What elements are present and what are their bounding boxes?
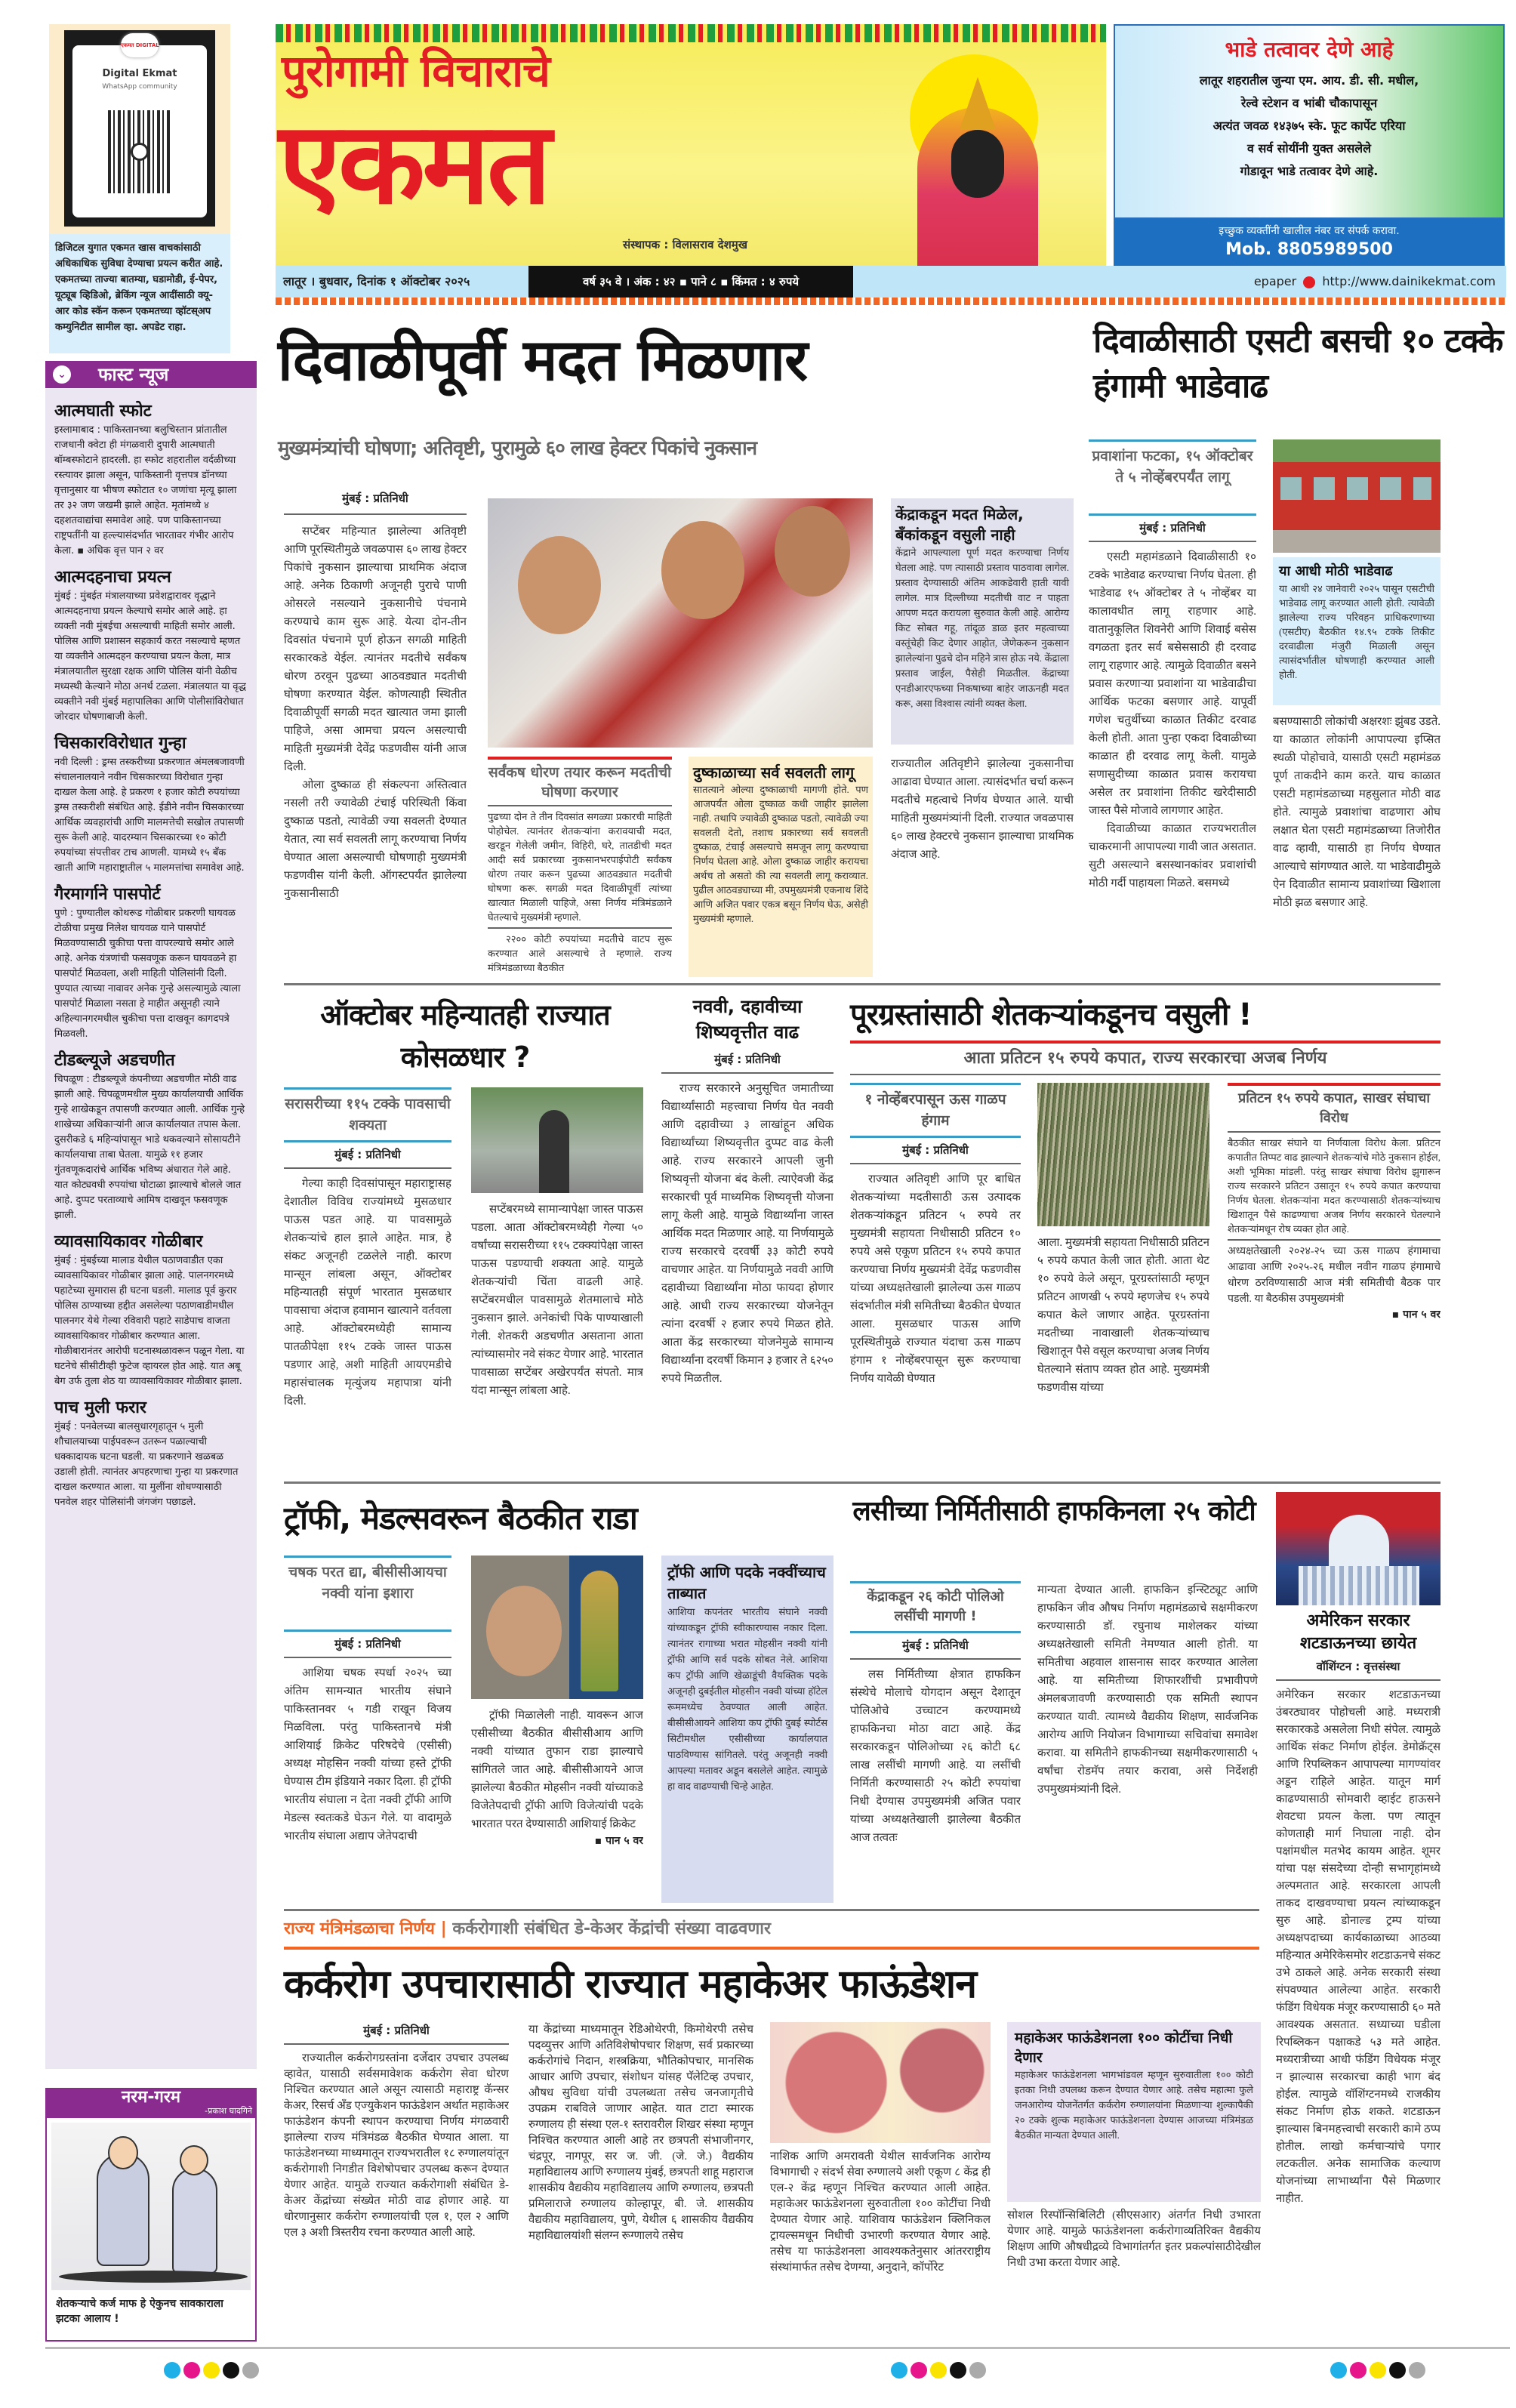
color-dot (969, 2362, 986, 2379)
color-dot (1389, 2362, 1406, 2379)
cartoon-title: नरम-गरम (121, 2088, 181, 2107)
sugarcane-headline: पूरग्रस्तांसाठी शेतकऱ्यांकडूनच वसुली ! (850, 997, 1252, 1032)
sugarcane-sub-rule (850, 1074, 1441, 1075)
drought-box (689, 757, 873, 977)
section-divider-3 (284, 1909, 1259, 1911)
us-headline: अमेरिकन सरकार शटडाऊनच्या छायेत (1299, 1611, 1417, 1653)
ad-line: अत्यंत जवळ १४३७५ स्के. फूट कार्पेट एरिया (1212, 119, 1406, 133)
sugarcane-jump[interactable]: ▪ पान ५ वर (1391, 1309, 1441, 1321)
scholarship-rule (661, 1072, 833, 1074)
st-byline: मुंबई : प्रतिनिधी (1139, 521, 1206, 535)
leaders-photo (488, 498, 873, 748)
box1-text: पुढच्या दोन ते तीन दिवसांत सगळ्या प्रकारची माहिती पोहोचेल. त्यानंतर शेतकऱ्यांना करावयाची मदत, खरडून गेलेली जमीन, विहिरी, घरे, तातडीची मदत आदी सर्व प्रकारच्या नुकसानभरपाईपोटी सर्वंकष धोरण तयार करून पुढच्या आठवड्यात मदतीची घोषणा करू. सगळी मदत दिवाळीपूर्वी त्यांच्या खात्यात मिळाली पाहिजे, असा निर्णय मंत्रिमंडळाने घेतल्याचे मुख्यमंत्री म्हणाले. (488, 811, 672, 923)
color-dot (930, 2362, 947, 2379)
lead-headline: दिवाळीपूर्वी मदत मिळणार (278, 326, 808, 393)
color-dot-group (162, 2362, 260, 2382)
centre-aid-cont-text: राज्यातील अतिवृष्टीने झालेल्या नुकसानीचा आढावा घेण्यात आला. त्यासंदर्भात चर्चा करून मदतीचे महत्वाचे निर्णय घेण्यात आले. याची माहिती मुख्यमंत्र्यांनी दिली. राज्यात जवळपास ६० लाख हेक्टरचे नुकसान झाल्याचा प्राथमिक अंदाज आहे. (891, 758, 1074, 861)
sugarcane-byline: मुंबई : प्रतिनिधी (902, 1143, 969, 1157)
box1-top-rule (488, 757, 672, 760)
trophy-col2-text: ट्रॉफी मिळालेली नाही. यावरून आज एसीसीच्या बैठकीत बीसीसीआय आणि नक्वी यांच्यात तुफान राडा झाल्याचे सांगितले जात आहे. बीसीसीआयने आज झालेल्या बैठकीत मोहसीन नक्वी यांच्याकडे विजेतेपदाची ट्रॉफी आणि विजेत्यांची पदके भारतात परत देण्यासाठी आशियाई क्रिकेट (471, 1710, 643, 1830)
cancer-col1-text: राज्यातील कर्करोगग्रस्तांना दर्जेदार उपचार उपलब्ध व्हावेत, यासाठी सर्वसमावेशक कर्करोग सेवा धोरण निश्चित करण्यात आले असून त्यासाठी महाराष्ट्र कॅन्सर केअर, रिसर्च अँड एज्युकेशन फाऊंडेशन अर्थात महाकेअर फाऊंडेशन कंपनी स्थापन करण्याचा निर्णय मंगळवारी झालेल्या राज्य मंत्रिमंडळ बैठकीत घेण्यात आला. या फाऊंडेशनच्या माध्यमातून राज्यभरातील १८ रुग्णालयांतून कर्करोगाशी निगडीत विशेषोपचार उपलब्ध करून देण्यात येणार आहेत. यामुळे राज्यात कर्करोगाशी संबंधित डे-केअर केंद्रांच्या संख्येत मोठी वाढ होणार आहे. या धोरणानुसार कर्करोग रुग्णालयांची एल १, एल २ आणि एल ३ अशी त्रिस्तरीय रचना करण्यात आली आहे. (284, 2052, 509, 2239)
st-byline-rule (1089, 541, 1256, 542)
whatsapp-icon (131, 143, 149, 161)
st-text2: दिवाळीच्या काळात राज्यभरातील चाकरमानी आपापल्या गावी जात असतात. सुटी असल्याने बसस्थानकांवर प्रवाशांची मोठी गर्दी पाहायला मिळते. बसमध्ये (1089, 823, 1256, 890)
st-prior-text: या आधी २४ जानेवारी २०२५ पासून एसटीची भाडेवाढ लागू करण्यात आली होती. त्यावेळी झालेल्या राज्य परिवहन प्राधिकरणाच्या (एसटीए) बैठकीत १४.९५ टक्के तिकीट दरवाढीला मंजुरी मिळाली असून त्यासंदर्भातील घोषणाही करण्यात आली होती. (1279, 583, 1434, 680)
goddess-image (895, 54, 1061, 266)
color-dot (1330, 2362, 1347, 2379)
issue-info-text: वर्ष ३५ वे । अंक : ४२ ▪ पाने ८ ▪ किंमत : ४ रुपये (582, 275, 800, 288)
sugarcane-col1 (850, 1170, 1021, 1477)
fast-news-text: मुंबई : मुंबईत मंत्रालयाच्या प्रवेशद्वारावर वृद्धाने आत्मदहनाचा प्रयत्न केल्याचे समोर आले आहे. हा व्यक्ती नवी मुंबईचा असल्याची माहिती समोर आली. पोलिस आणि प्रशासन सहकार्य करत नसल्याचे म्हणत या व्यक्तीने आत्मदहन करण्याचा प्रयत्न केला, मात्र मंत्रालयातील सुरक्षा रक्षक आणि पोलिस यांनी वेळीच मध्यस्थी केल्याने मोठा अनर्थ टळला. मंत्रालयात या वृद्ध व्यक्तीने नवी मुंबई महापालिका आणि पोलीसांविरोधात जोरदार घोषणाबाजी केली. (54, 590, 246, 723)
color-dot (1370, 2362, 1386, 2379)
ad-mobile[interactable]: Mob. 8805989500 (1225, 240, 1393, 259)
fast-news-title: चिसकारविरोधात गुन्हा (54, 734, 186, 753)
naqvi-trophy-photo (471, 1555, 643, 1699)
vaccine-headline: लसीच्या निर्मितीसाठी हाफकिनला २५ कोटी (852, 1496, 1256, 1527)
trophy-col2 (471, 1707, 643, 1903)
color-dot (203, 2362, 220, 2379)
kicker-separator: | (440, 1919, 453, 1938)
fast-news-text: चिपळूण : टीडब्ल्यूजे कंपनीच्या अडचणीत मोठी वाढ झाली आहे. चिपळूणमधील मुख्य कार्यालयाची आर्थिक गुन्हे शाखेकडून तपासणी करण्यात आली. आर्थिक गुन्हे शाखेच्या अधिकाऱ्यांनी आज कार्यालयात तपास केला. दुसरीकडे ६ महिन्यांपासून भाडे थकवल्याने सोसायटीने कार्यालयाचा ताबा घेतला. यामुळे ११ हजार गुंतवणूकदारांचे आर्थिक भविष्य अंधारात गेले आहे. यात कोट्यवधी रुपयांचा घोटाळा झाल्याचे बोलले जात आहे. दुप्पट परताव्याचे आमिष दाखवून फसवणूक झाली. (54, 1074, 245, 1221)
qr-title: Digital Ekmat (102, 68, 177, 79)
color-dot (164, 2362, 180, 2379)
trophy-byline-rule (284, 1657, 451, 1658)
ekmat-digital-badge: एकमत DIGITAL (121, 33, 159, 57)
rain-col1 (284, 1175, 451, 1477)
trophy-subheadline: चषक परत द्या, बीसीसीआयचा नक्वी यांना इशारा (288, 1564, 447, 1602)
ad-title: भाडे तत्वावर देणे आहे (1225, 37, 1394, 62)
st-headline: दिवाळीसाठी एसटी बसची १० टक्के हंगामी भाडेवाढ (1093, 322, 1503, 405)
color-dot (891, 2362, 907, 2379)
sugar-box-rule (1228, 1083, 1441, 1086)
st-text3: बसण्यासाठी लोकांची अक्षरशः झुंबड उडते. या काळात लोकांनी आपापल्या इप्सित स्थळी पोहोचावे, यासाठी एसटी महामंडळ पूर्ण ताकदीने काम करते. याच काळात एसटी महामंडळाच्या महसुलात मोठी वाढ होते. त्यामुळे प्रवाशांचा वाढणारा ओघ लक्षात घेता एसटी महामंडळाच्या तिजोरीत वाढ व्हावी, यासाठी हा निर्णय घेण्यात आल्याचे सांगण्यात आले. या भाडेवाढीमुळे ऐन दिवाळीत सामान्य प्रवाशांच्या खिशाला मोठी झळ बसणार आहे. (1273, 716, 1441, 909)
cancer-col2-text: या केंद्रांच्या माध्यमातून रेडिओथेरपी, किमोथेरपी तसेच पदव्युत्तर आणि अतिविशेषोपचार शिक्षण, सर्व प्रकारच्या कर्करोगांचे निदान, शस्त्रक्रिया, भौतिकोपचार, मानसिक आधार आणि उपचार, संशोधन यांसह पॅलेटिव्ह उपचार, औषध सुविधा यांची उपलब्धता तसेच जनजागृतीचे उपक्रम राबविले जाणार आहेत. यात टाटा स्मारक रुग्णालय ही संस्था एल-१ स्तरावरील शिखर संस्था म्हणून निश्चित करण्यात आली आहे तर छत्रपती संभाजीनगर, चंद्रपूर, नागपूर, सर ज. जी. (जे. जे.) वैद्यकीय महाविद्यालय आणि रुग्णालय मुंबई, छत्रपती शाहू महाराज शासकीय वैद्यकीय महाविद्यालय आणि रुग्णालय, छत्रपती प्रमिलाराजे रुग्णालय कोल्हापूर, बी. जे. शासकीय वैद्यकीय महाविद्यालय, पुणे, येथील ६ शासकीय वैद्यकीय महाविद्यालयांशी संलग्न रूग्णालये तसेच (528, 2024, 753, 2242)
newspaper-name: एकमत (279, 98, 549, 230)
epaper-url[interactable]: http://www.dainikekmat.com (1322, 274, 1496, 288)
sugar-box (1228, 1083, 1441, 1477)
color-dot-group (1329, 2362, 1427, 2382)
trophy-box (661, 1555, 833, 1903)
rain-photo (471, 1087, 643, 1193)
us-byline: वॉशिंग्टन : वृत्तसंस्था (1316, 1660, 1400, 1673)
color-dot (1350, 2362, 1367, 2379)
st-prior-title: या आधी मोठी भाडेवाढ (1279, 563, 1393, 579)
color-dot (911, 2362, 927, 2379)
st-col1 (1089, 548, 1256, 976)
sugarcane-side-rule-bottom (850, 1136, 1021, 1138)
fast-news-title: फास्ट न्यूज (98, 364, 169, 385)
sugarcane-photo (1037, 1083, 1209, 1226)
vaccine-byline: मुंबई : प्रतिनिधी (902, 1639, 969, 1652)
chevron-double-down-icon: ⌄ (53, 365, 71, 384)
sugarcane-subheadline: आता प्रतिटन १५ रुपये कपात, राज्य सरकारचा अजब निर्णय (963, 1049, 1327, 1068)
tagline: पुरोगामी विचाराचे (282, 45, 550, 97)
vaccine-col2-text: मान्यता देण्यात आली. हाफकिन इन्स्टिट्यूट आणि हाफकिन जीव औषध निर्माण महामंडळाचे सक्षमीकरण करण्यासाठी डॉ. रघुनाथ माशेलकर यांच्या अध्यक्षतेखाली समिती नेमण्यात आली होती. या समितीचा अहवाल शासनास सादर करण्यात आलेला आहे. या समितीच्या शिफारशींची प्रभावीपणे अंमलबजावणी करण्यासाठी एक समिती स्थापन करण्यात यावी. त्यामध्ये वैद्यकीय शिक्षण, सार्वजनिक आरोग्य आणि नियोजन विभागाच्या सचिवांचा समावेश करावा. या समितीने हाफकीनच्या सक्षमीकरणासाठी ५ वर्षांचा रोडमॅप तयार करावा, असे निर्देशही उपमुख्यमंत्र्यांनी दिले. (1037, 1584, 1258, 1796)
cancer-col3 (770, 2149, 991, 2341)
rain-byline-rule (284, 1167, 451, 1169)
sugar-box-text: बैठकीत साखर संघाने या निर्णयाला विरोध केला. प्रतिटन कपातीत तिप्पट वाढ झाल्याने शेतकऱ्यांचे मोठे नुकसान होईल, अशी भूमिका मांडली. परंतु साखर संघाचा विरोध झुगारून राज्य सरकारने प्रतिटन उसातून १५ रुपये कपात करण्याचा निर्णय घेतला. शेतकऱ्यांना मदत करण्यासाठी शेतकऱ्यांच्याच खिशातून पैसे काढण्याचा अजब निर्णय सरकारने घेतल्याने शेतकऱ्यांमधून रोष व्यक्त होत आहे. (1228, 1137, 1441, 1235)
fast-news-text: मुंबई : मुंबईच्या मालाड येथील पठाणवाडीत एका व्यावसायिकावर गोळीबार झाला आहे. पालनगरमध्ये पहाटेच्या सुमारास ही घटना घडली. मालाड पूर्व कुरार पोलिस ठाण्याच्या हद्दीत असलेल्या पठाणवाडीमधील पालनगर येथे गेल्या रविवारी पहाटे साडेपाच वाजता व्यावसायिकावर गोळीबार करण्यात आला. गोळीबारानंतर आरोपी घटनास्थळावरून पळून गेला. या घटनेचे सीसीटीव्ही फुटेज व्हायरल होत आहे. यात अबू बेग उर्फ तुला शेठ या व्यावसायिकावर गोळीबार झाला. (54, 1255, 245, 1387)
st-rule-top (1089, 439, 1256, 442)
drought-text: सातत्याने ओल्या दुष्काळाची मागणी होते. पण आजपर्यंत ओला दुष्काळ कधी जाहीर झालेला नाही. तथापि ज्यावेळी दुष्काळ पडतो, त्यावेळी ज्या सवलती देतो, तशाच प्रकारच्या सर्व सवलती दुष्काळ, टंचाई असल्याचे समजून लागू करण्याचा निर्णय घेतला आहे. ओला दुष्काळ जाहीर करायचा अर्थच तो असतो की त्या सवलती लागू कराव्यात. पुढील आठवड्याच्या मी, उपमुख्यमंत्री एकनाथ शिंदे आणि अजित पवार एकत्र बसून निर्णय घेऊ, असेही मुख्यमंत्री म्हणाले. (693, 784, 868, 924)
cancer-kicker-rule (284, 1947, 1259, 1950)
lead-col1 (284, 523, 467, 976)
fast-news-text: मुंबई : पनवेलच्या बालसुधारगृहातून ५ मुली शौचालयाच्या पाईपवरून उतरून पळाल्याची धक्कादायक घटना घडली. या प्रकरणाने खळबळ उडाली होती. त्यानंतर अपहरणाचा गुन्हा या प्रकरणात दाखल करण्यात आला. या मुलींना शोधण्यासाठी पनवेल शहर पोलिसांनी जंगजंग पछाडले. (54, 1421, 239, 1508)
fast-news-text: पुणे : पुण्यातील कोथरूड गोळीबार प्रकरणी घायवळ टोळीचा प्रमुख निलेश घायवळ याने पासपोर्ट मिळवण्यासाठी चुकीचा पत्ता वापरल्याचे समोर आले आहे. अनेक यंत्रणांची फसवणूक करून घायवळने हा पासपोर्ट मिळवला, अशी माहिती पोलिसांनी दिली. पुण्यात त्याच्या नावावर अनेक गुन्हे असल्यामुळे त्याला पासपोर्ट मिळाला नसता हे माहीत असूनही त्याने अहिल्यानगरमधील चुकीचा पत्ता दाखवून कागदपत्रे मिळवली. (54, 908, 241, 1040)
rain-col2 (471, 1201, 643, 1477)
vaccine-subheadline: केंद्राकडून २६ कोटी पोलिओ लसींची मागणी ! (867, 1589, 1004, 1624)
box1-cont-text: २२०० कोटी रुपयांच्या मदतीचे वाटप सुरू करण्यात आले असल्याचे ते म्हणाले. राज्य मंत्रिमंडळाच्या बैठकीत (488, 933, 672, 973)
lead-byline: मुंबई : प्रतिनिधी (342, 492, 408, 505)
cancer-kicker-label: राज्य मंत्रिमंडळाचा निर्णय (284, 1919, 435, 1938)
epaper-label: epaper (1253, 274, 1297, 288)
sugarcane-col2-text: आला. मुख्यमंत्री सहायता निधीसाठी प्रतिटन ५ रुपये कपात केली जात होती. आता थेट १० रुपये केले असून, पूरग्रस्तांसाठी म्हणून प्रतिटन आणखी ५ रुपये म्हणजेच १५ रुपये कपात केले जाणार आहेत. पूरग्रस्तांना मदतीच्या नावाखाली शेतकऱ्यांच्याच खिशातून पैसे वसूल करण्याचा अजब निर्णय घेतल्याने संताप व्यक्त होत आहे. मुख्यमंत्री फडणवीस यांच्या (1037, 1237, 1209, 1394)
sugarcane-col2 (1037, 1234, 1209, 1477)
box1-rule (488, 805, 672, 806)
masthead-border (276, 298, 1506, 305)
section-divider-1 (284, 983, 1441, 985)
color-dot (242, 2362, 259, 2379)
rental-ad (1114, 24, 1505, 219)
color-dot (183, 2362, 200, 2379)
cancer-kicker-sub: कर्करोगाशी संबंधित डे-केअर केंद्रांची संख्या वाढवणार (452, 1919, 771, 1938)
st-text: एसटी महामंडळाने दिवाळीसाठी १० टक्के भाडेवाढ करण्याचा निर्णय घेतला. ही भाडेवाढ १५ ऑक्टोबर ते ५ नोव्हेंबर या कालावधीत लागू राहणार आहे. वातानुकूलित शिवनेरी आणि शिवाई बसेस वगळता इतर सर्व बसेससाठी ही दरवाढ लागू राहणार आहे. त्यामुळे दिवाळीत बसने प्रवास करणाऱ्या प्रवाशांना या भाडेवाढीचा आर्थिक फटका बसणार आहे. यापूर्वी गणेश चतुर्थीच्या काळात तिकीट दरवाढ केली होती. आता पुन्हा एकदा दिवाळीच्या काळात ही दरवाढ लागू केली. यामुळे सणासुदीच्या काळात प्रवास करायचा असेल तर प्रवाशांना तिकीट खरेदीसाठी जास्त पैसे मोजावे लागणार आहेत. (1089, 551, 1256, 817)
rain-byline: मुंबई : प्रतिनिधी (334, 1148, 401, 1161)
cancer-col3-text: नाशिक आणि अमरावती येथील सार्वजनिक आरोग्य विभागाची २ संदर्भ सेवा रुग्णालये अशी एकूण ८ केंद्र ही एल-२ केंद्र म्हणून निश्चित करण्यात आली आहेत. महाकेअर फाऊंडेशनला सुरुवातीला १०० कोटींचा निधी देण्यात येणार आहे. याशिवाय फाऊंडेशन क्लिनिकल ट्रायल्समधून निधीची उभारणी करण्यात येणार आहे. तसेच या फाऊंडेशनला आवश्यकतेनुसार आंतरराष्ट्रीय संस्थांमार्फत तसेच देणग्या, अनुदाने, कॉर्पोरेट (770, 2151, 991, 2274)
centre-aid-title: केंद्राकडून मदत मिळेल, बँकांकडून वसुली नाही (895, 505, 1024, 544)
ad-contact-line: इच्छुक व्यक्तींनी खालील नंबर वर संपर्क करावा. (1219, 225, 1400, 237)
fast-news-title: व्यावसायिकावर गोळीबार (54, 1232, 203, 1251)
fast-news-text: इस्लामाबाद : पाकिस्तानच्या बलुचिस्तान प्रांतातील राजधानी क्वेटा ही मंगळवारी दुपारी आत्मघाती बॉम्बस्फोटाने हादरली. हा स्फोट शहरातील वर्दळीच्या रस्त्यावर झाला असून, पाकिस्तानी वृत्तपत्र डॉनच्या वृत्तानुसार या भीषण स्फोटात १० जणांचा मृत्यू झाला तर ३२ जण जखमी झाले आहेत. मृतांमध्ये ४ दहशतवाद्यांचा समावेश आहे. पण पाकिस्तानच्या राष्ट्रपतींनी या हल्ल्यासंदर्भात भारतावर गंभीर आरोप केला. ▪ अधिक वृत्त पान २ वर (54, 424, 237, 557)
vaccine-col2 (1037, 1581, 1258, 1903)
fast-news-title: आत्मदहनाचा प्रयत्न (54, 568, 171, 587)
color-dot (1409, 2362, 1425, 2379)
section-divider-2 (284, 1481, 1441, 1484)
cancer-byline-rule (284, 2043, 509, 2045)
centre-aid-cont (891, 755, 1074, 977)
footer-rule (45, 2347, 1510, 2349)
qr-subtitle: WhatsApp community (102, 83, 177, 91)
sugar-box-end-rule (1228, 1239, 1441, 1241)
sugarcane-side-head: १ नोव्हेंबरपासून ऊस गाळप हंगाम (864, 1091, 1006, 1129)
cancer-col4-text: सोशल रिस्पॉन्सिबिलिटी (सीएसआर) अंतर्गत निधी उभारता येणार आहे. यामुळे फाऊंडेशनला कर्करोगाव्यतिरिक्त वैद्यकीय शिक्षण आणि औषधीद्रव्ये विभागांतर्गत इतर प्रकल्पांसाठीदेखील निधी उभा करता येणार आहे. (1007, 2209, 1261, 2269)
ad-line: लातूर शहरातील जुन्या एम. आय. डी. सी. मधील, (1199, 73, 1419, 88)
digital-promo-text: डिजिटल युगात एकमत खास वाचकांसाठी अधिकाधिक सुविधा देण्याचा प्रयत्न करीत आहे. एकमतच्या ताज्या बातम्या, घडामोडी, ई-पेपर, यूट्यूब व्हिडिओ, ब्रेकिंग न्यूज आदींसाठी क्यू-आर कोड स्कॅन करून एकमतच्या व्हॉटस्‌अप कम्युनिटीत सामील व्हा. अपडेट राहा. (55, 242, 223, 333)
vaccine-rule-top (850, 1581, 1021, 1583)
ad-line: व सर्व सोयींनी युक्त असलेले (1246, 141, 1371, 156)
rain-subheadline: सरासरीच्या ११५ टक्के पावसाची शक्यता (285, 1096, 451, 1133)
box1-end-rule (488, 927, 672, 929)
st-prior-box (1273, 557, 1441, 705)
sugar-box-title: प्रतिटन १५ रुपये कपात, साखर संघाचा विरोध (1238, 1090, 1430, 1126)
us-byline-rule (1276, 1679, 1441, 1681)
cancer-byline: मुंबई : प्रतिनिधी (363, 2024, 430, 2037)
cancer-col4 (1007, 2208, 1261, 2341)
ad-lines (1115, 69, 1503, 183)
ad-contact-band (1114, 219, 1505, 266)
capitol-photo (1276, 1492, 1441, 1605)
epaper-icon (1303, 276, 1315, 288)
dateline: लातूर । बुधवार, दिनांक १ ऑक्टोबर २०२५ (283, 274, 470, 288)
qr-card-inner (72, 42, 207, 217)
rain-rule-top (284, 1087, 451, 1090)
scholarship-text: राज्य सरकारने अनुसूचित जमातीच्या विद्यार्थ्यांसाठी महत्त्वाचा निर्णय घेत नववी आणि दहावीच्या ३ लाखांहून अधिक विद्यार्थ्यांच्या शिष्यवृत्तीत दुप्पट वाढ केली आहे. राज्य सरकारने आपली जुनी शिष्यवृत्ती योजना बंद केली. त्याऐवजी केंद्र सरकारची पूर्व माध्यमिक शिष्यवृत्ती योजना लागू केली आहे. यामुळे विद्यार्थ्यांना जास्त आर्थिक मदत मिळणार आहे. या निर्णयामुळे राज्य सरकारचे दरवर्षी ३३ कोटी रुपये वाचणार आहेत. या निर्णयामुळे नववी आणि दहावीच्या विद्यार्थ्यांना मोठा फायदा होणार आहे. आधी राज्य सरकारच्या योजनेतून त्यांना दरवर्षी २ हजार रुपये मिळत होते. आता केंद्र सरकारच्या योजनेमुळे सामान्य विद्यार्थ्यांना दरवर्षी किमान ३ हजार ते ६२५० रुपये मिळतील. (661, 1083, 833, 1385)
us-text: अमेरिकन सरकार शटडाऊनच्या उंबरठ्यावर पोहोचली आहे. मध्यरात्री सरकारकडे असलेला निधी संपेल. त्यामुळे आर्थिक संकट निर्माण होईल. डेमोक्रॅट्स आणि रिपब्लिकन आपापल्या मागण्यांवर अडून राहिले आहेत. यातून मार्ग काढण्यासाठी सोमवारी व्हाईट हाऊसने शेवटचा प्रयत्न केला. पण त्यातून कोणताही मार्ग निघाला नाही. दोन पक्षांमधील मतभेद कायम आहेत. शूमर यांचा पक्ष संसदेच्या दोन्ही सभागृहांमध्ये अल्पमतात आहे. सरकारला आपली ताकद दाखवण्याचा प्रयत्न त्यांच्याकडून सुरु आहे. डोनाल्ड ट्रम्प यांच्या अध्यक्षपदाच्या कार्यकाळाच्या आठव्या महिन्यात अमेरिकेसमोर शटडाऊनचे संकट उभे ठाकले आहे. अनेक सरकारी संस्था संपवण्यात आलेल्या आहेत. सरकारी फंडिंग विधेयक मंजूर करण्यासाठी ६० मते आवश्यक असतात. सध्याच्या घडीला रिपब्लिकन पक्षाकडे ५३ मते आहेत. मध्यरात्रीच्या आधी फंडिंग विधेयक मंजूर न झाल्यास सरकारचा काही भाग बंद होईल. त्यामुळे वॉशिंग्टनमध्ये राजकीय संकट निर्माण होऊ शकते. शटडाऊन झाल्यास बिनमहत्त्वाची सरकारी कामे ठप्प होतील. लाखो कर्मचाऱ्यांचे पगार लटकतील. अनेक सामाजिक कल्याण योजनांच्या लाभार्थ्यांना पैसे मिळणार नाहीत. (1276, 1689, 1441, 2205)
cancer-headline: कर्करोग उपचारासाठी राज्यात महाकेअर फाऊंडेशन (284, 1962, 977, 2007)
st-buses-photo (1273, 439, 1441, 553)
st-col2 (1273, 713, 1441, 976)
lead-byline-rule (284, 513, 467, 515)
us-col (1276, 1687, 1441, 2341)
cartoon-image (51, 2123, 251, 2290)
fast-news-text: नवी दिल्ली : ड्रग्स तस्करीच्या प्रकरणात अंमलबजावणी संचालनालयाने नवीन चिसकारच्या विरोधात गुन्हा दाखल केला आहे. हे प्रकरण १ हजार कोटी रुपयांच्या ड्रग्स तस्करीशी संबंधित आहे. ईडीने नवीन चिसकारच्या आर्थिक व्यवहारांची आणि मालमत्तेची सखोल तपासणी सुरू केली आहे. यादरम्यान चिसकारच्या १० कोटी रुपयांच्या संपत्तीवर टाच आणली. यामध्ये १५ बँक खाती आणि महाराष्ट्रातील ५ मालमत्तांचा समावेश आहे. (54, 757, 245, 874)
scholarship-headline: नववी, दहावीच्या शिष्यवृत्तीत वाढ (692, 996, 803, 1043)
cancer-cell-photo (770, 2022, 991, 2143)
cancer-kicker (284, 1916, 1259, 1942)
garland-decoration (276, 24, 1106, 42)
centre-aid-box (891, 498, 1074, 745)
color-dot (950, 2362, 966, 2379)
vaccine-col1-text: लस निर्मितीच्या क्षेत्रात हाफकिन संस्थेचे मोलाचे योगदान असून देशातून पोलिओचे उच्चाटन करण्यामध्ये हाफकिनचा मोठा वाटा आहे. केंद्र सरकारकडून पोलिओच्या २६ कोटी ६८ लाख लसींची मागणी आहे. या लसींची निर्मिती करण्यासाठी २५ कोटी रुपयांचा निधी देण्यास उपमुख्यमंत्री अजित पवार यांच्या अध्यक्षतेखाली झालेल्या बैठकीत आज तत्वतः (850, 1669, 1021, 1844)
trophy-jump[interactable]: ▪ पान ५ वर (594, 1835, 643, 1847)
vaccine-rule-bottom (850, 1631, 1021, 1633)
sugarcane-byline-rule (850, 1163, 1021, 1164)
cancer-col2 (528, 2022, 753, 2341)
color-dot (223, 2362, 239, 2379)
founder-line: संस्थापक : विलासराव देशमुख (623, 238, 748, 251)
scholarship-col (661, 1080, 833, 1477)
epaper-link[interactable] (1254, 273, 1496, 290)
mahacare-box-text: महाकेअर फाऊंडेशनला भागभांडवल म्हणून सुरुवातीला १०० कोटी इतका निधी उपलब्ध करून देण्यात येणार आहे. तसेच महात्मा फुले जनआरोग्य योजनेंतर्गत कर्करोग रुग्णालयांना मिळणाऱ्या शुल्कापैकी २० टक्के शुल्क महाकेअर फाऊंडेशनला देण्यास आजच्या मंत्रिमंडळ बैठकीत मान्यता देण्यात आली. (1015, 2069, 1253, 2141)
trophy-headline: ट्रॉफी, मेडल्सवरून बैठकीत राडा (284, 1500, 637, 1537)
ad-line: गोडावून भाडे तत्वावर देणे आहे. (1240, 164, 1379, 178)
vaccine-byline-rule (850, 1658, 1021, 1660)
fast-news-header (45, 361, 257, 388)
rain-headline: ऑक्टोबर महिन्यातही राज्यात कोसळधार ? (320, 998, 610, 1074)
drought-title: दुष्काळाच्या सर्व सवलती लागू (693, 763, 855, 782)
cartoon-artist: -प्रकाश घादगिने (205, 2106, 252, 2116)
date-band (276, 266, 1506, 298)
mahacare-box-title: महाकेअर फाऊंडेशनला १०० कोटींचा निधी देणार (1015, 2030, 1233, 2066)
trophy-rule-top (284, 1555, 451, 1558)
rain-col1-text: गेल्या काही दिवसांपासून महाराष्ट्रासह देशातील विविध राज्यांमध्ये मुसळधार पाऊस पडत आहे. या पावसामुळे शेतकऱ्यांचे हाल झाले आहेत. मात्र, हे संकट अजूनही टळलेले नाही. कारण मान्सून लांबला असून, ऑक्टोबर महिन्यातही संपूर्ण भारतात मुसळधार पावसाचा अंदाज हवामान खात्याने वर्तवला आहे. ऑक्टोबरमध्येही सामान्य पातळीपेक्षा ११५ टक्के जास्त पाऊस पडणार आहे, अशी माहिती आयएमडीचे महासंचालक मृत्युंजय महापात्रा यांनी दिली. (284, 1178, 451, 1407)
digital-promo (49, 234, 230, 353)
trophy-box-title: ट्रॉफी आणि पदके नक्वींच्याच ताब्यात (667, 1563, 826, 1602)
trophy-col1 (284, 1664, 451, 1903)
fast-news-title: आत्मघाती स्फोट (54, 402, 152, 421)
trophy-col1-text: आशिया चषक स्पर्धा २०२५ च्या अंतिम सामन्यात भारतीय संघाने पाकिस्तानवर ५ गडी राखून विजय मिळविला. परंतु पाकिस्तानचे मंत्री आशियाई क्रिकेट परिषदेचे (एसीसी) अध्यक्ष मोहसिन नक्वी यांच्या हस्ते ट्रॉफी घेण्यास टीम इंडियाने नकार दिला. ही ट्रॉफी भारतीय संघाला न देता नक्वी ट्रॉफी आणि मेडल्स स्वतःकडे घेऊन गेले. या वादामुळे भारतीय संघाला अद्याप जेतेपदाची (284, 1667, 451, 1842)
cartoon-panel (45, 2118, 257, 2342)
box1 (488, 757, 672, 977)
lead-col1b-text: ओला दुष्काळ ही संकल्पना अस्तित्वात नसली तरी ज्यावेळी टंचाई परिस्थिती किंवा दुष्काळ पडतो, त्यावेळी ज्या सवलती देण्यात येतात, त्या सर्व सवलती लागू करण्याचा निर्णय घेण्यात आला असल्याची घोषणाही मुख्यमंत्री फडणवीस यांनी केली. ऑगस्टपर्यंत झालेल्या नुकसानीसाठी (284, 779, 467, 900)
lead-subheadline: मुख्यमंत्र्यांची घोषणा; अतिवृष्टी, पुरामुळे ६० लाख हेक्टर पिकांचे नुकसान (278, 437, 757, 460)
masthead (276, 24, 1106, 266)
rain-rule-bottom (284, 1140, 451, 1142)
lead-col1-text: सप्टेंबर महिन्यात झालेल्या अतिवृष्टी आणि पूरस्थितीमुळे जवळपास ६० लाख हेक्टर पिकांचे नुकसान झाल्याचा प्राथमिक अंदाज आहे. अनेक ठिकाणी अजूनही पुराचे पाणी ओसरले नसल्याने नुकसानीचे पंचनामे करण्याचे काम सुरू आहे. येत्या दोन-तीन दिवसांत पंचनामे पूर्ण होऊन सगळी माहिती सरकारकडे येईल. त्यानंतर मदतीचे सर्वंकष धोरण ठरवून पुढच्या आठवड्यात मदतीची घोषणा करण्यात येईल. कोणत्याही स्थितीत दिवाळीपूर्वी सगळी मदत खात्यात जमा झाली पाहिजे, असा आमचा प्रयत्न असल्याची माहिती मुख्यमंत्री देवेंद्र फडणवीस यांनी आज दिली. (284, 526, 467, 773)
qr-code[interactable] (108, 110, 171, 193)
sugarcane-side-rule-top (850, 1083, 1021, 1085)
registration-marks (0, 2362, 1516, 2385)
sugarcane-col3-text: अध्यक्षतेखाली २०२४-२५ च्या ऊस गाळप हंगामाचा आढावा आणि २०२५-२६ मधील नवीन गाळप हंगामाचे धोरण ठरविण्यासाठी आज मंत्री समितीची बैठक पार पडली. या बैठकीस उपमुख्यमंत्री (1228, 1246, 1441, 1305)
cancer-col1 (284, 2051, 509, 2341)
scholarship-byline: मुंबई : प्रतिनिधी (714, 1053, 781, 1066)
trophy-byline: मुंबई : प्रतिनिधी (334, 1637, 401, 1651)
box1-title: सर्वंकष धोरण तयार करून मदतीची घोषणा करणार (488, 764, 672, 800)
sugarcane-col1-text: राज्यात अतिवृष्टी आणि पूर बाधित शेतकऱ्यांच्या मदतीसाठी ऊस उत्पादक शेतकऱ्यांकडून प्रतिटन ५ रुपये तर मुख्यमंत्री सहायता निधीसाठी प्रतिटन १० रुपये असे एकूण प्रतिटन १५ रुपये कपात करण्याचा निर्णय मुख्यमंत्री देवेंद्र फडणवीस यांच्या अध्यक्षतेखाली झालेल्या ऊस गाळप संदर्भातील मंत्री समितीच्या बैठकीत घेण्यात आला. मुसळधार पाऊस आणि पूरस्थितीमुळे राज्यात यंदाचा ऊस गाळप हंगाम १ नोव्हेंबरपासून सुरू करण्याचा निर्णय यावेळी घेण्यात (850, 1173, 1021, 1385)
rain-col2-text: सप्टेंबरमध्ये सामान्यापेक्षा जास्त पाऊस पडला. आता ऑक्टोबरमध्येही गेल्या ५० वर्षांच्या सरासरीच्या ११५ टक्क्यांपेक्षा जास्त पाऊस पडण्याची शक्यता आहे. यामुळे शेतकऱ्यांची चिंता वाढली आहे. सप्टेंबरमधील पावसामुळे शेतमालाचे मोठे नुकसान झाले. अनेकांची पिके पाण्याखाली गेली. शेतकरी अडचणीत असताना आता त्यांच्यासमोर नवे संकट येणार आहे. भारतात पावसाळा सप्टेंबर अखेरपर्यंत संपतो. मात्र यंदा मान्सून लांबला आहे. (471, 1204, 643, 1397)
st-subheadline: प्रवाशांना फटका, १५ ऑक्टोबर ते ५ नोव्हेंबरपर्यंत लागू (1092, 448, 1253, 486)
mahacare-box (1007, 2022, 1261, 2202)
fast-news-title: पाच मुली फरार (54, 1398, 146, 1417)
cartoon-header (45, 2088, 257, 2118)
fast-news-title: टीडब्ल्यूजे अडचणीत (54, 1051, 175, 1070)
ad-line: रेल्वे स्टेशन व भांबी चौकापासून (1240, 96, 1378, 110)
issue-info (528, 266, 853, 298)
color-dot-group (889, 2362, 988, 2382)
centre-aid-text: केंद्राने आपल्याला पूर्ण मदत करण्याचा निर्णय घेतला आहे. पण त्यासाठी प्रस्ताव पाठवावा लागेल. प्रस्ताव देण्यासाठी अंतिम आकडेवारी हाती यावी लागेल. मात्र दिल्लीच्या मदतीची वाट न पाहता आपण मदत करायला सुरुवात केली आहे. आरोग्य किट सोबत गहू, तांदूळ डाळ इतर महत्वाच्या वस्तूंचेही किट देणार आहोत, जेणेकरून नुकसान झालेल्यांना पुढचे दोन महिने त्रास होऊ नये. केंद्राला प्रस्ताव जाईल, पैसेही मिळतील. केंद्राच्या एनडीआरएफच्या निकषाच्या बाहेर जाऊनही मदत करू, असा विश्वास त्यांनी व्यक्त केला. (895, 547, 1069, 709)
cartoon-caption: शेतकऱ्याचे कर्ज माफ हे ऐकुनच सावकाराला झटका आलाय ! (56, 2298, 223, 2325)
vaccine-col1 (850, 1666, 1021, 1903)
trophy-rule-bottom (284, 1629, 451, 1632)
st-rule-bottom (1089, 513, 1256, 516)
fast-news-list (45, 388, 257, 2069)
fast-news-title: गैरमार्गाने पासपोर्ट (54, 885, 161, 904)
sugarcane-red-rule (850, 1041, 1441, 1044)
sugar-box-title-rule (1228, 1131, 1441, 1133)
trophy-box-text: आशिया कपनंतर भारतीय संघाने नक्वी यांच्याकडून ट्रॉफी स्वीकारण्यास नकार दिला. त्यानंतर रागाच्या भरात मोहसीन नक्वी यांनी ट्रॉफी आणि सर्व पदके सोबत नेले. आशिया कप ट्रॉफी आणि खेळाडूंची वैयक्तिक पदके अजूनही दुबईतील मोहसीन नक्वी यांच्या हॉटेल रूममध्येच ठेवण्यात आली आहेत. बीसीसीआयने आशिया कप ट्रॉफी दुबई स्पोर्टस सिटीमधील एसीसीच्या कार्यालयात पाठविण्यास सांगितले. परंतु अजूनही नक्वी आपल्या मतावर अडून बसलेले आहेत. त्यामुळे हा वाद वाढण्याची चिन्हे आहेत. (667, 1606, 827, 1792)
